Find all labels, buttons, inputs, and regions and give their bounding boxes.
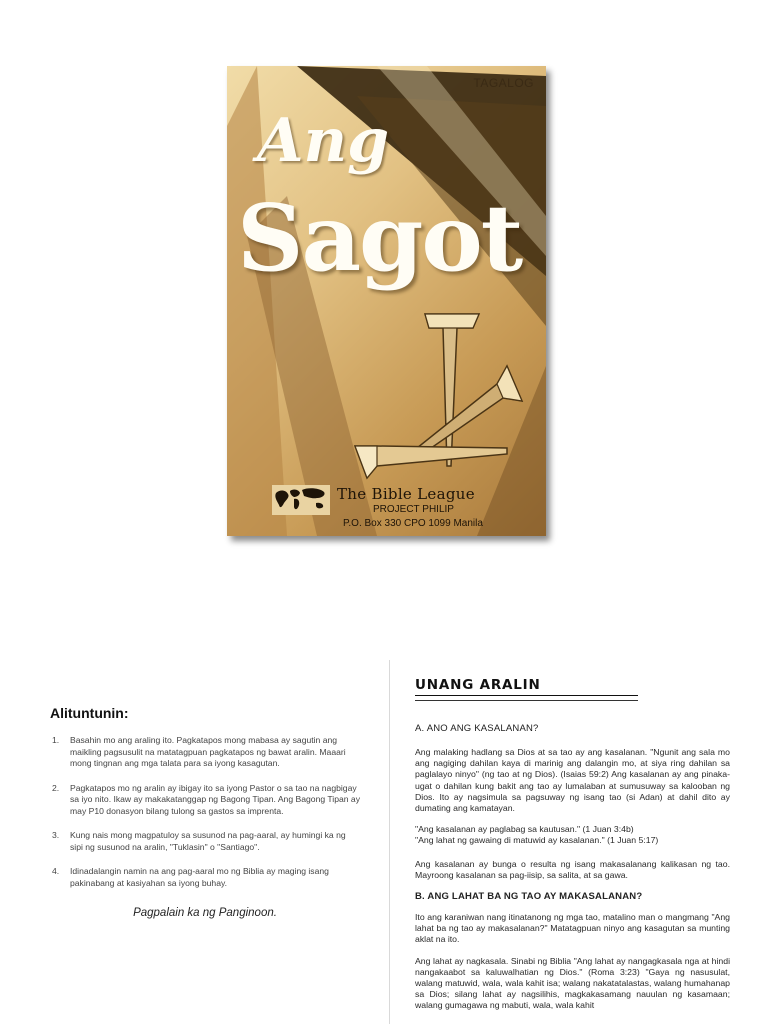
instructions-page — [50, 705, 360, 919]
item-number: 1. — [52, 735, 60, 745]
item-text: Kung nais mong magpatuloy sa susunod na pag-aaral, ay humingi ka ng sipi ng susunod na aralin, "Tuklasin" o "Santiago". — [70, 830, 346, 852]
paragraph: Ang kasalanan ay bunga o resulta ng isang makasalanang kalikasan ng tao. Mayroong kasalanan sa pag-iisip, sa salita, at sa gawa. — [415, 858, 730, 880]
blessing-text: Pagpalain ka ng Panginoon. — [133, 907, 277, 919]
bible-quote: "Ang lahat ng gawaing di matuwid ay kasalanan." (1 Juan 5:17) — [415, 835, 659, 846]
title-underline — [415, 700, 638, 701]
publisher-address: P.O. Box 330 CPO 1099 Manila — [343, 518, 483, 529]
list-item — [50, 735, 360, 770]
publisher-name: The Bible League — [337, 485, 475, 503]
language-label: TAGALOG — [473, 76, 534, 90]
lesson-title: UNANG ARALIN — [415, 677, 638, 696]
paragraph: Ito ang karaniwan nang itinatanong ng mga tao, matalino man o mangmang "Ang lahat ba ng tao ay makasalanan?" Matatagpuan ninyo ang kasagutan sa munting aklat na ito. — [415, 912, 730, 945]
item-number: 3. — [52, 830, 60, 840]
question-b-heading: B. ANG LAHAT BA NG TAO AY MAKASALANAN? — [415, 891, 643, 903]
item-text: Idinadalangin namin na ang pag-aaral mo ng Biblia ay maging isang pakinabang at kasiyahan sa iyong buhay. — [70, 866, 329, 888]
lesson-page — [415, 676, 730, 1022]
list-item — [50, 866, 360, 889]
item-number: 2. — [52, 782, 60, 793]
page-divider — [389, 660, 390, 1024]
paragraph: Ang malaking hadlang sa Dios at sa tao ay ang kasalanan. "Ngunit ang sala mo ang nagiging dahilan kaya di marinig ang dalangin mo, at siya ring dahilan sa paglalayo ninyo" (ng tao at ng Dios). (Isaias 59:2) Ang kasalanan ay ang pinaka-ugat o dahilan kung bakit ang tao ay lumalaban at sumusuway sa kalooban ng Dios. Ito ay nagsimula sa pagsuway ng isang tao (si Adan) at dahil dito ay dumating ang kamatayan. — [415, 747, 730, 814]
bible-quote: "Ang kasalanan ay paglabag sa kautusan." (1 Juan 3:4b) — [415, 824, 634, 835]
list-item — [50, 783, 360, 818]
question-a-heading: A. ANO ANG KASALANAN? — [415, 723, 539, 734]
paragraph: Ang lahat ay nagkasala. Sinabi ng Biblia "Ang lahat ay nangagkasala nga at hindi nangakaabot sa kaluwalhatian ng Dios." (Roma 3:23) "Gaya ng nasusulat, walang matuwid, wala, wala kahit isa; walang nakatatalastas, walang humahanap sa Dios; silang lahat ay nagsilihis, magkakasamang nauulan ng kasamaan; walang gumagawa ng mabuti, wala, wala kahit — [415, 955, 730, 1011]
list-item — [50, 830, 360, 853]
item-text: Basahin mo ang araling ito. Pagkatapos mong mabasa ay sagutin ang maikling pagsusulit na matatagpuan pagkatapos ng bawat aralin. Maaari mong tingnan ang mga talata para sa iyong kasagutan. — [70, 735, 346, 768]
instructions-list — [50, 735, 360, 889]
cover-title-line2: Sagot — [237, 184, 522, 292]
world-map-icon — [272, 485, 330, 515]
item-number: 4. — [52, 866, 60, 876]
nails-icon — [347, 306, 537, 486]
project-name: PROJECT PHILIP — [373, 504, 454, 515]
cover-title-line1: Ang — [257, 106, 390, 176]
cover-footer — [227, 481, 546, 536]
item-text: Pagkatapos mo ng aralin ay ibigay ito sa iyong Pastor o sa tao na nagbigay sa iyo nito. Ikaw ay makakatanggap ng Bagong Tipan. Ang Bagong Tipan ay may P10 donasyon bilang tulong sa gastos sa imprenta. — [70, 782, 361, 816]
quote-block — [415, 824, 730, 846]
book-cover — [227, 66, 546, 536]
instructions-title: Alituntunin: — [50, 705, 129, 721]
